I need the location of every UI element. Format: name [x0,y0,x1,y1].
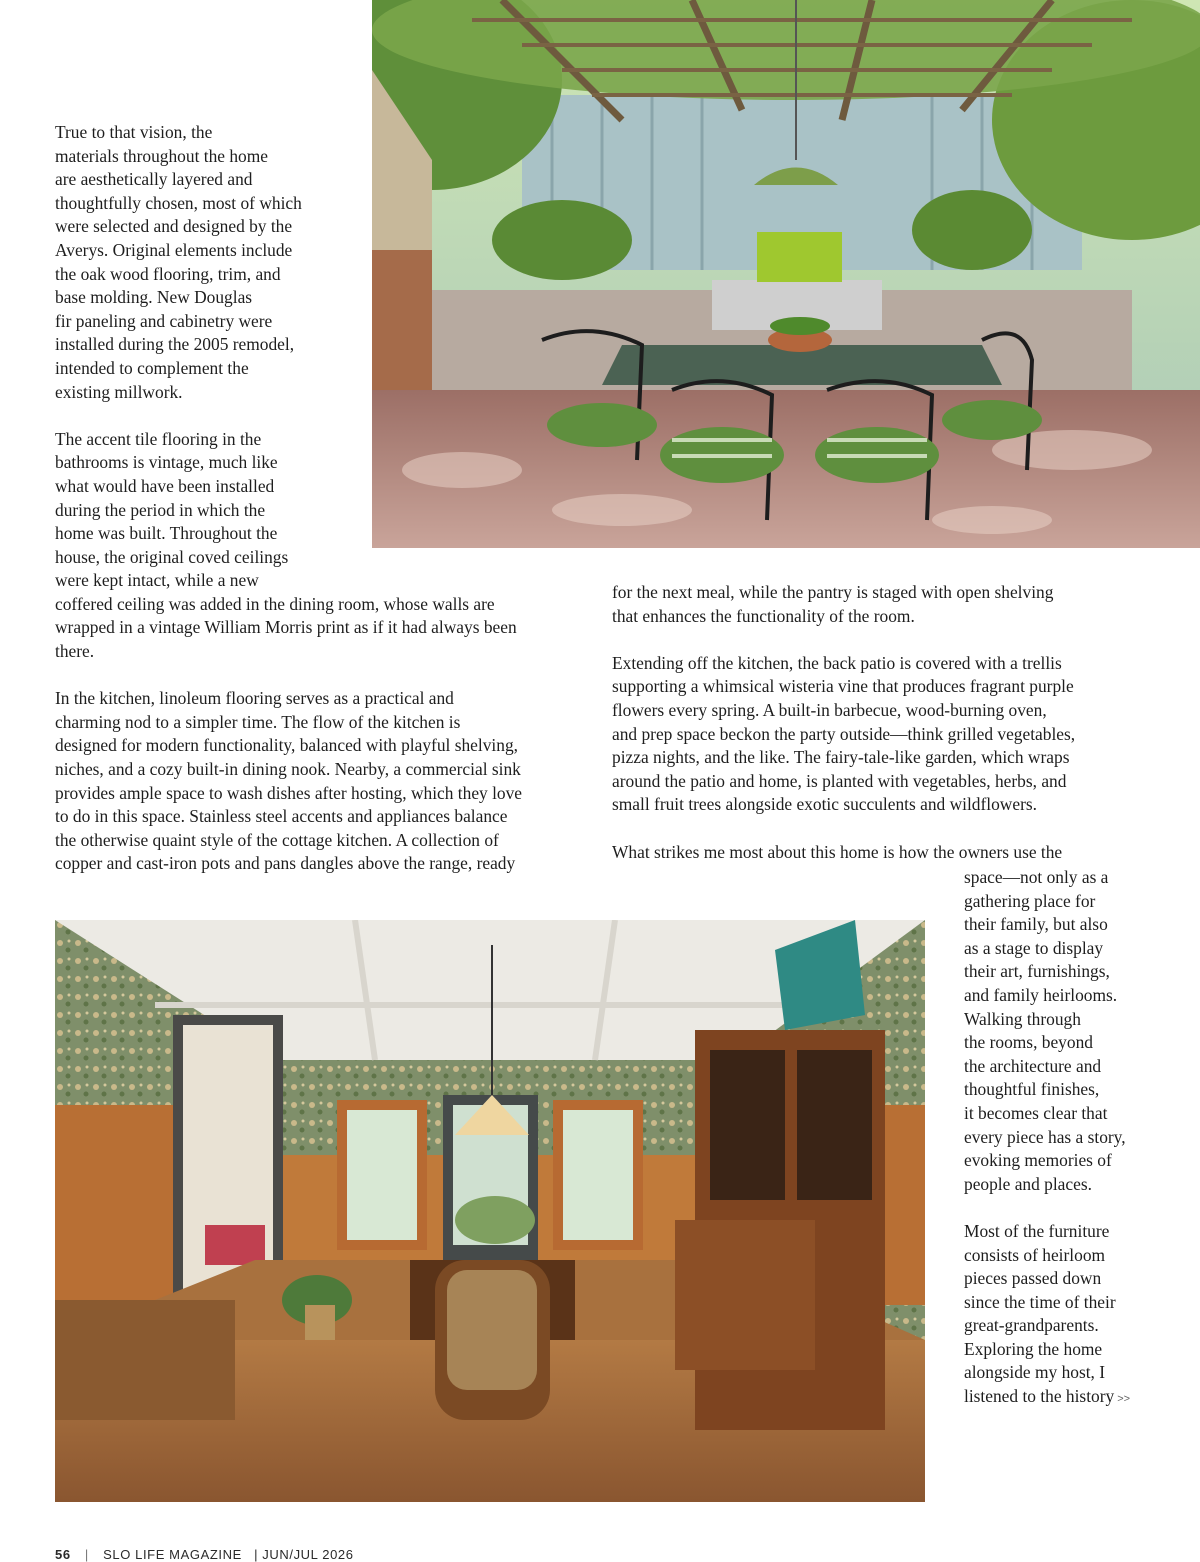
text-line: during the period in which the [55,499,266,520]
text-line: people and places. [964,1173,1092,1194]
page-number: 56 [55,1547,71,1562]
text-line: their art, furnishings, [964,961,1110,982]
text-line: were selected and designed by the [55,216,293,237]
text-line: niches, and a cozy built-in dining nook. Nearby, a commercial sink [55,759,521,780]
text-line: flowers every spring. A built-in barbecue, wood-burning oven, [612,699,1047,720]
text-line: bathrooms is vintage, much like [55,452,278,473]
text-line: alongside my host, I [964,1362,1106,1383]
text-line: around the patio and home, is planted with vegetables, herbs, and [612,770,1067,791]
text-line: space—not only as a [964,867,1109,887]
text-line: small fruit trees alongside exotic succulents and wildflowers. [612,794,1037,815]
text-line: and prep space beckon the party outside—think grilled vegetables, [612,723,1076,744]
intro-paragraph [55,121,522,876]
text-line: designed for modern functionality, balanced with playful shelving, [55,735,518,756]
text-line: the oak wood flooring, trim, and [55,263,281,284]
text-line: since the time of their [964,1291,1116,1312]
text-line: were kept intact, while a new [55,570,259,591]
dining-room-photo [55,920,925,1502]
text-line: great-grandparents. [964,1315,1099,1336]
text-line: Walking through [964,1008,1081,1029]
text-line: base molding. New Douglas [55,287,253,308]
right-column-text [612,581,1075,864]
text-line: gathering place for [964,890,1096,911]
text-line: the rooms, beyond [964,1032,1093,1053]
footer-separator: | [84,1547,89,1562]
page-footer [55,1547,354,1562]
text-line: their family, but also [964,914,1108,935]
text-line: The accent tile flooring in the [55,428,262,449]
text-line: fir paneling and cabinetry were [55,310,273,331]
text-line: What strikes me most about this home is how the owners use the [612,841,1063,862]
text-line: for the next meal, while the pantry is staged with open shelving [612,582,1054,602]
text-line: that enhances the functionality of the room. [612,605,915,626]
text-line: coffered ceiling was added in the dining room, whose walls are [55,593,495,614]
issue-date: | JUN/JUL 2026 [254,1547,354,1562]
text-line: Extending off the kitchen, the back patio is covered with a trellis [612,652,1062,673]
text-line: wrapped in a vintage William Morris print as if it had always been [55,617,517,638]
text-line: it becomes clear that [964,1102,1108,1123]
text-line: thoughtfully chosen, most of which [55,192,302,213]
text-line: evoking memories of [964,1150,1112,1171]
text-line: home was built. Throughout the [55,523,278,544]
narrow-column-text [964,866,1130,1412]
text-line: the otherwise quaint style of the cottage kitchen. A collection of [55,829,499,850]
text-line: and family heirlooms. [964,984,1118,1005]
text-line: intended to complement the [55,357,249,378]
text-line: charming nod to a simpler time. The flow of the kitchen is [55,711,461,732]
text-line: to do in this space. Stainless steel accents and appliances balance [55,806,508,827]
text-line: Most of the furniture [964,1220,1110,1241]
text-line: Averys. Original elements include [55,239,293,260]
text-line: what would have been installed [55,475,275,496]
text-line: copper and cast-iron pots and pans dangles above the range, ready [55,853,516,874]
text-line: there. [55,641,95,662]
magazine-name: SLO LIFE MAGAZINE [103,1547,242,1562]
text-line: True to that vision, the [55,122,213,142]
text-line: In the kitchen, linoleum flooring serves as a practical and [55,688,454,709]
text-line: house, the original coved ceilings [55,546,289,567]
text-line: pizza nights, and the like. The fairy-tale-like garden, which wraps [612,747,1070,768]
text-line: Exploring the home [964,1338,1103,1359]
text-line-last: listened to the history [964,1386,1115,1407]
text-line: installed during the 2005 remodel, [55,334,295,355]
text-line: as a stage to display [964,937,1104,958]
text-line: pieces passed down [964,1268,1102,1289]
text-line: materials throughout the home [55,145,268,166]
text-line: every piece has a story, [964,1126,1126,1147]
text-line [964,1385,1130,1412]
text-line: thoughtful finishes, [964,1079,1100,1100]
continued-marker: >> [1117,1393,1131,1406]
text-line: supporting a whimsical wisteria vine that produces fragrant purple [612,676,1074,697]
text-line: provides ample space to wash dishes after hosting, which they love [55,782,523,803]
text-line: are aesthetically layered and [55,169,253,190]
text-line: the architecture and [964,1055,1102,1076]
text-line: consists of heirloom [964,1244,1106,1265]
text-line: existing millwork. [55,381,183,402]
